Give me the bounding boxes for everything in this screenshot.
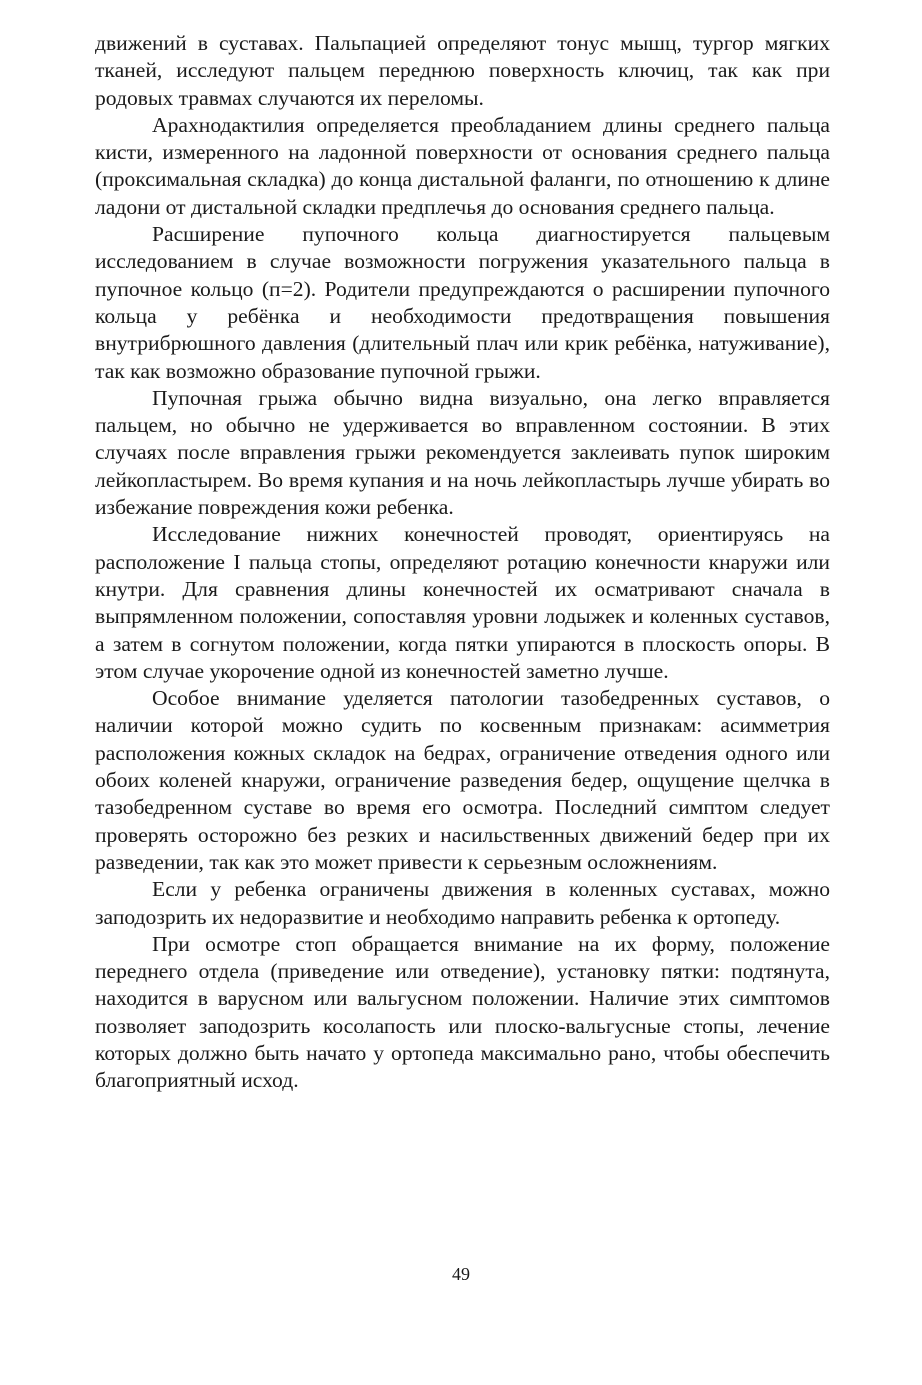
paragraph-lower-limbs: Исследование нижних конечностей проводят, ориентируясь на расположение I пальца стопы, определяют ротацию конечности кнаружи или кнутри. Для сравнения длины конечностей их осматривают сначала в выпрямленном положении, сопоставляя уровни лодыжек и коленных суставов, а затем в согнутом положении, когда пятки упираются в плоскость опоры. В этом случае укорочение одной из конечностей заметно лучше. — [95, 522, 830, 683]
paragraph-joint-movements: движений в суставах. Пальпацией определяют тонус мышц, тургор мягких тканей, исследуют пальцем переднюю поверхность ключиц, так как при родовых травмах случаются их переломы. — [95, 31, 830, 110]
paragraph-umbilical-hernia: Пупочная грыжа обычно видна визуально, она легко вправляется пальцем, но обычно не удерживается во вправленном состоянии. В этих случаях после вправления грыжи рекомендуется заклеивать пупок широким лейкопластырем. Во время купания и на ночь лейкопластырь лучше убирать во избежание повреждения кожи ребенка. — [95, 385, 830, 520]
paragraph-knee-joints: Если у ребенка ограничены движения в коленных суставах, можно заподозрить их недоразвитие и необходимо направить ребенка к ортопеду. — [95, 877, 830, 929]
paragraph-umbilical-ring: Расширение пупочного кольца диагностируется пальцевым исследованием в случае возможности погружения указательного пальца в пупочное кольцо (п=2). Родители предупреждаются о расширении пупочного кольца у ребёнка и необходимости предотвращения повышения внутрибрюшного давления (длительный плач или крик ребёнка, натуживание), так как возможно образование пупочной грыжи. — [95, 222, 830, 383]
paragraph-feet: При осмотре стоп обращается внимание на их форму, положение переднего отдела (приведение или отведение), установку пятки: подтянута, находится в варусном или вальгусном положении. Наличие этих симптомов позволяет заподозрить косолапость или плоско-вальгусные стопы, лечение которых должно быть начато у ортопеда максимально рано, чтобы обеспечить благоприятный исход. — [95, 931, 830, 1093]
page-body — [95, 30, 830, 1095]
paragraph-arachnodactyly: Арахнодактилия определяется преобладанием длины среднего пальца кисти, измеренного на ладонной поверхности от основания среднего пальца (проксимальная складка) до конца дистальной фаланги, по отношению к длине ладони от дистальной складки предплечья до основания среднего пальца. — [95, 112, 830, 219]
page-number: 49 — [452, 1264, 470, 1284]
paragraph-hip-joints: Особое внимание уделяется патологии тазобедренных суставов, о наличии которой можно судить по косвенным признакам: асимметрия расположения кожных складок на бедрах, ограничение отведения одного или обоих коленей кнаружи, ограничение разведения бедер, ощущение щелчка в тазобедренном суставе во время его осмотра. Последний симптом следует проверять осторожно без резких и насильственных движений бедер при их разведении, так как это может привести к серьезным осложнениям. — [95, 686, 830, 874]
